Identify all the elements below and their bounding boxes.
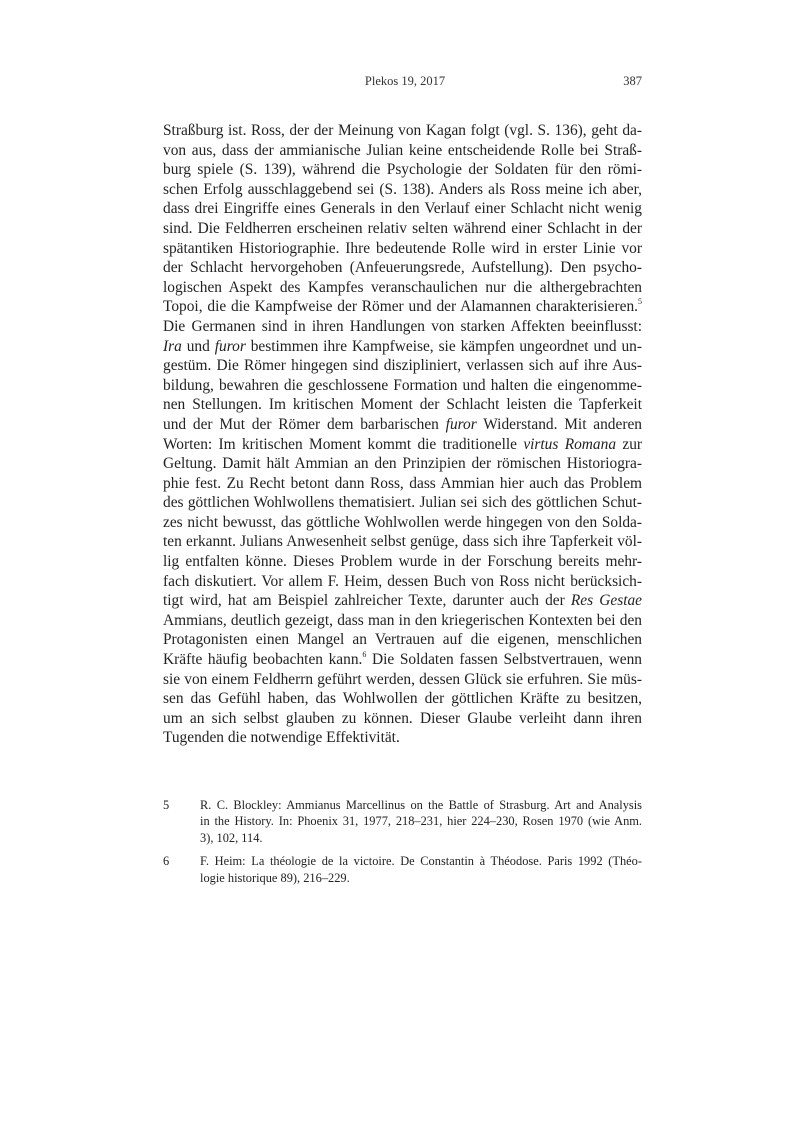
text-line [163,415,642,435]
text-span: Worten: Im kritischen Moment kommt die traditionelle [163,435,524,453]
text-line [163,317,642,337]
text-line [163,219,642,239]
text-span: Die Germanen sind in ihren Handlungen von starken Affekten beeinflusst: [163,317,642,335]
text-line [163,454,642,474]
text-line [163,239,642,259]
footnote-line: R. C. Blockley: Ammianus Marcellinus on the Battle of Strasburg. Art and Analysis [200,798,642,812]
text-line [163,141,642,161]
text-span: nen Stellungen. Im kritischen Moment der Schlacht leisten die Tapferkeit [163,396,642,414]
text-line [163,199,642,219]
text-span: und der Mut der Römer dem barbarischen [163,415,446,433]
footnote-line: logie historique 89), 216–229. [200,870,350,885]
text-span: tigt wird, hat am Beispiel zahlreicher Texte, darunter auch der [163,592,571,610]
text-line [163,278,642,298]
text-span: sen das Gefühl haben, das Wohlwollen der göttlichen Kräfte zu besitzen, [163,690,642,708]
text-line [163,611,642,631]
text-span: Kräfte häufig beobachten kann. [163,651,363,669]
text-span: sie von einem Feldherrn geführt werden, dessen Glück sie erfuhren. Sie müs- [163,670,642,688]
text-span: Straßburg ist. Ross, der der Meinung von Kagan folgt (vgl. S. 136), geht da- [163,122,642,139]
running-header: Plekos 19, 2017 [364,74,446,88]
italic-text: virtus Romana [523,435,617,453]
text-line [163,180,642,200]
text-line [163,670,642,690]
text-line [163,709,642,729]
text-line [163,435,642,455]
italic-text: Ira [163,337,182,355]
text-span: Tugenden die notwendige Effektivität. [163,729,400,747]
text-line [163,337,642,357]
text-span: zes nicht bewusst, das göttliche Wohlwollen werde hingegen von den Solda- [163,513,642,531]
text-span: Topoi, die die Kampfweise der Römer und der Alamannen charakterisieren. [163,298,638,316]
text-line [163,297,642,317]
italic-text: Res Gestae [570,592,642,610]
footnote [163,797,642,846]
footnote-ref: 5 [638,297,642,307]
page-number: 387 [623,74,642,88]
text-line [163,356,642,376]
text-span: Geltung. Damit hält Ammian an den Prinzipien der römischen Historiogra- [163,455,642,473]
text-span: ten erkannt. Julians Anwesenheit selbst genüge, dass sich ihre Tapferkeit völ- [163,533,642,551]
text-line [163,160,642,180]
text-span: Widerstand. Mit anderen [476,415,642,433]
footnote-line: in the History. In: Phoenix 31, 1977, 218–231, hier 224–230, Rosen 1970 (wie Anm. [200,814,642,829]
body-text [163,121,642,748]
text-span: lig entfalten könne. Dieses Problem wurde in der Forschung bereits mehr- [163,553,642,571]
text-span: dass drei Eingriffe eines Generals in den Verlauf einer Schlacht nicht wenig [163,200,642,218]
text-line [163,650,642,670]
text-line [163,395,642,415]
text-line [163,258,642,278]
text-line [163,532,642,552]
text-span: bildung, bewahren die geschlossene Formation und halten die eingenomme- [163,376,642,394]
footnote-number: 5 [163,798,170,812]
text-line [163,121,642,141]
text-span: Protagonisten einen Mangel an Vertrauen auf die eigenen, menschlichen [163,631,642,649]
text-span: des göttlichen Wohlwollens thematisiert. Julian sei sich des göttlichen Schut- [163,494,642,512]
text-span: sind. Die Feldherren erscheinen relativ selten während einer Schlacht in der [163,219,642,237]
text-line [163,493,642,513]
italic-text: furor [214,337,246,355]
text-span: gestüm. Die Römer hingegen sind diszipliniert, verlassen sich auf ihre Aus- [163,357,642,375]
italic-text: furor [445,415,477,433]
footnote-line: F. Heim: La théologie de la victoire. De Constantin à Théodose. Paris 1992 (Théo- [200,854,642,869]
text-line [163,591,642,611]
text-line [163,552,642,572]
text-span: Die Soldaten fassen Selbstvertrauen, wenn [366,651,642,669]
text-span: burg spiele (S. 139), während die Psychologie der Soldaten für den römi- [163,161,642,179]
footnote [163,853,642,886]
text-span: zur [616,435,643,453]
text-span: von aus, dass der ammianische Julian keine entscheidende Rolle bei Straß- [163,141,642,159]
text-span: bestimmen ihre Kampfweise, sie kämpfen ungeordnet und un- [245,337,643,355]
text-span: phie fest. Zu Recht betont dann Ross, dass Ammian hier auch das Problem [163,474,642,492]
text-span: schen Erfolg ausschlaggebend sei (S. 138). Anders als Ross meine ich aber, [163,180,642,198]
footnote-ref: 6 [362,650,367,660]
footnote-line: 3), 102, 114. [200,830,263,845]
text-line [163,689,642,709]
text-span: spätantiken Historiographie. Ihre bedeutende Rolle wird in erster Linie vor [163,239,642,257]
text-span: logischen Aspekt des Kampfes veranschaulichen nur die althergebrachten [163,278,642,296]
text-line [163,474,642,494]
text-line [163,728,642,748]
text-span: und [181,337,215,355]
text-span: Ammians, deutlich gezeigt, dass man in den kriegerischen Kontexten bei den [163,611,642,629]
text-line [163,513,642,533]
footnotes [163,797,642,893]
text-line [163,376,642,396]
text-span: fach diskutiert. Vor allem F. Heim, dessen Buch von Ross nicht berücksich- [163,572,642,590]
text-line [163,630,642,650]
text-span: um an sich selbst glauben zu können. Dieser Glaube verleiht dann ihren [163,709,642,727]
text-line [163,572,642,592]
text-span: der Schlacht hervorgehoben (Anfeuerungsrede, Aufstellung). Den psycho- [163,259,642,277]
footnote-number: 6 [163,854,170,869]
